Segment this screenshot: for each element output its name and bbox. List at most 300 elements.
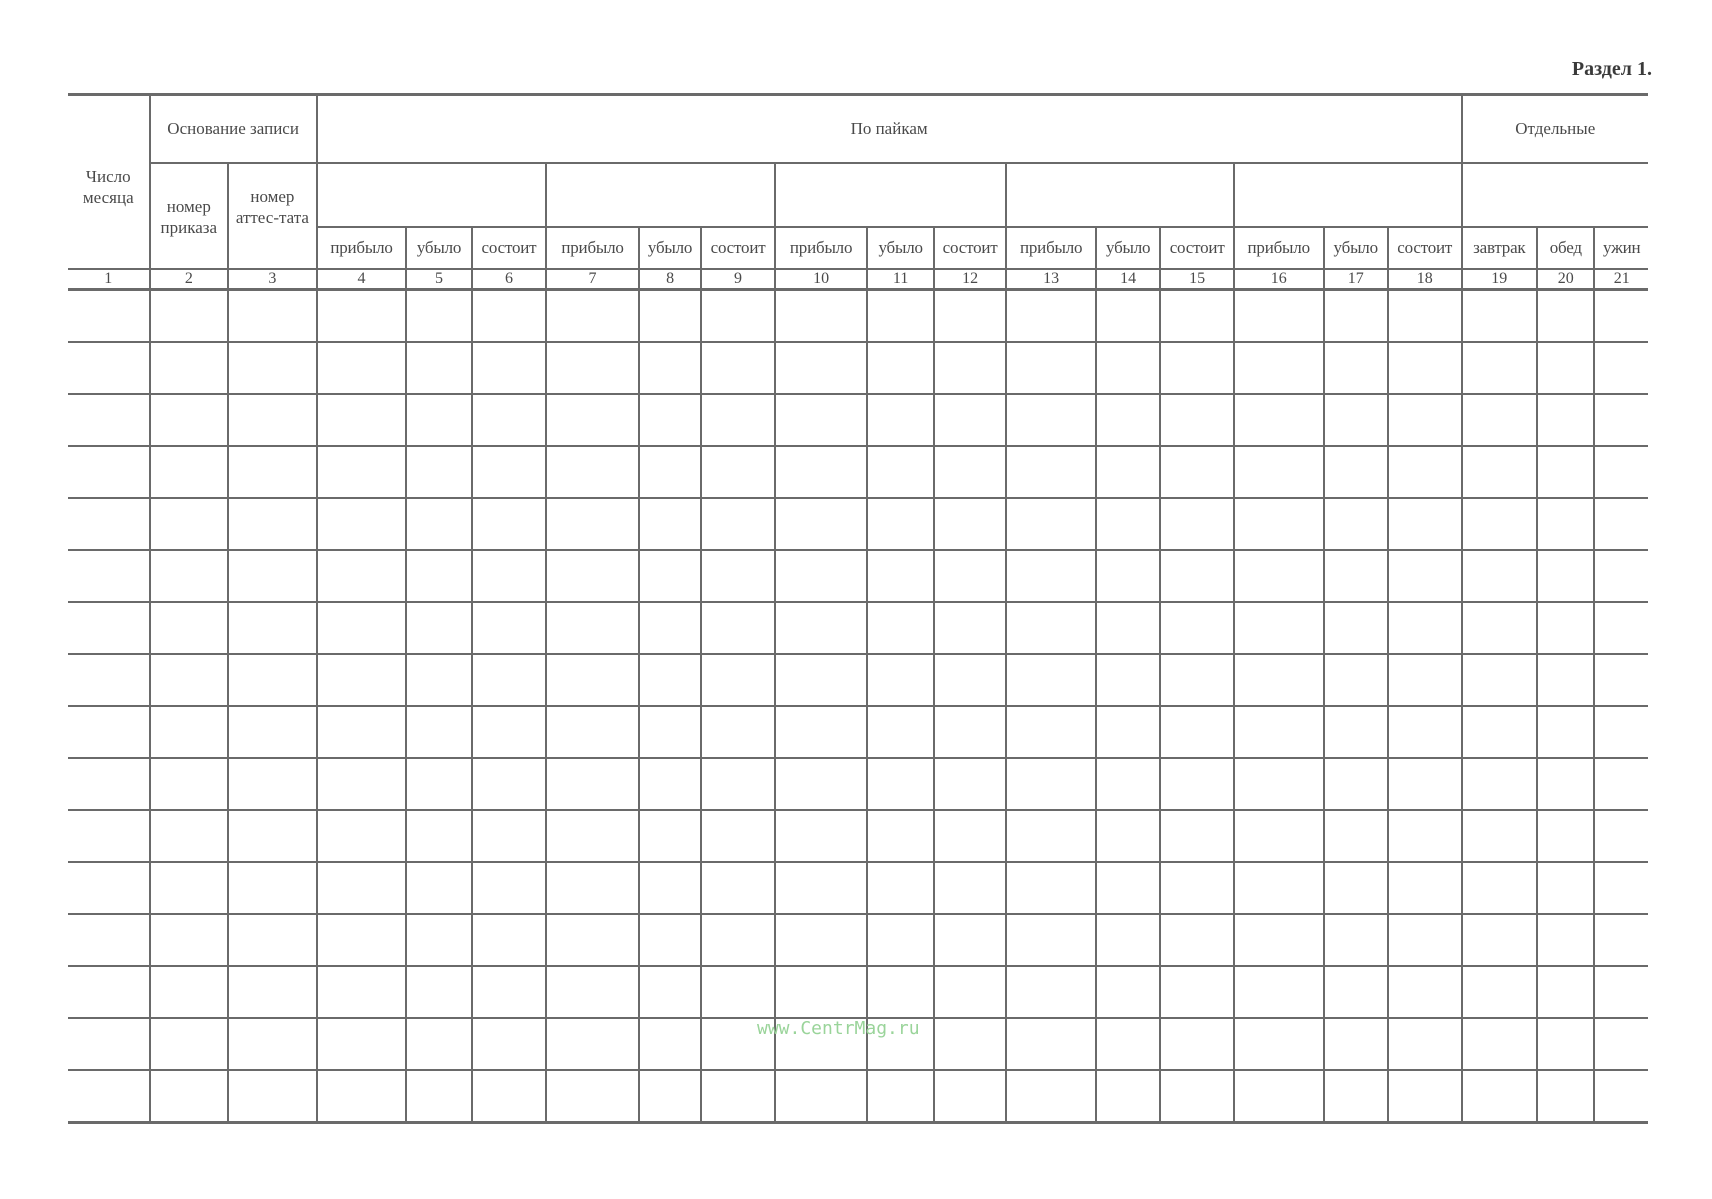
table-cell[interactable] [317,810,407,862]
table-cell[interactable] [1006,394,1096,446]
table-cell[interactable] [1096,1070,1160,1123]
table-cell[interactable] [1096,602,1160,654]
table-cell[interactable] [472,1018,547,1070]
table-cell[interactable] [775,966,868,1018]
table-cell[interactable] [1160,1070,1234,1123]
table-cell[interactable] [1160,289,1234,342]
table-cell[interactable] [1388,810,1462,862]
table-cell[interactable] [1594,706,1648,758]
table-cell[interactable] [1594,498,1648,550]
table-cell[interactable] [546,862,639,914]
table-cell[interactable] [775,602,868,654]
table-cell[interactable] [472,758,547,810]
table-cell[interactable] [1388,550,1462,602]
table-cell[interactable] [228,706,317,758]
table-cell[interactable] [1537,602,1594,654]
table-cell[interactable] [934,498,1006,550]
table-cell[interactable] [472,1070,547,1123]
table-cell[interactable] [1096,758,1160,810]
table-cell[interactable] [1234,810,1324,862]
table-cell[interactable] [1234,966,1324,1018]
table-cell[interactable] [1234,862,1324,914]
table-cell[interactable] [639,862,701,914]
table-cell[interactable] [1160,394,1234,446]
table-cell[interactable] [1324,654,1388,706]
table-cell[interactable] [1234,342,1324,394]
table-cell[interactable] [701,654,775,706]
table-cell[interactable] [775,550,868,602]
table-cell[interactable] [1324,342,1388,394]
table-cell[interactable] [1324,394,1388,446]
table-cell[interactable] [406,498,471,550]
table-cell[interactable] [1462,914,1538,966]
table-cell[interactable] [1006,289,1096,342]
table-cell[interactable] [1324,550,1388,602]
table-cell[interactable] [472,550,547,602]
table-cell[interactable] [639,810,701,862]
table-cell[interactable] [867,289,933,342]
table-cell[interactable] [639,758,701,810]
table-cell[interactable] [1388,602,1462,654]
table-cell[interactable] [1462,498,1538,550]
table-cell[interactable] [867,706,933,758]
table-cell[interactable] [1388,966,1462,1018]
table-cell[interactable] [546,342,639,394]
table-cell[interactable] [639,914,701,966]
table-cell[interactable] [701,289,775,342]
table-cell[interactable] [228,758,317,810]
table-cell[interactable] [1324,914,1388,966]
table-cell[interactable] [406,654,471,706]
table-cell[interactable] [1537,862,1594,914]
table-cell[interactable] [68,289,150,342]
table-cell[interactable] [317,446,407,498]
table-cell[interactable] [1537,550,1594,602]
table-cell[interactable] [68,1070,150,1123]
table-cell[interactable] [934,289,1006,342]
table-cell[interactable] [775,706,868,758]
table-cell[interactable] [1096,1018,1160,1070]
table-cell[interactable] [867,810,933,862]
table-cell[interactable] [1006,758,1096,810]
table-cell[interactable] [1462,602,1538,654]
table-cell[interactable] [1388,862,1462,914]
table-cell[interactable] [406,342,471,394]
table-cell[interactable] [546,914,639,966]
table-cell[interactable] [317,498,407,550]
table-cell[interactable] [1096,810,1160,862]
table-cell[interactable] [1537,758,1594,810]
table-cell[interactable] [1388,914,1462,966]
table-cell[interactable] [1324,498,1388,550]
table-cell[interactable] [228,289,317,342]
table-cell[interactable] [68,914,150,966]
table-cell[interactable] [934,446,1006,498]
table-cell[interactable] [1006,1070,1096,1123]
table-cell[interactable] [1462,966,1538,1018]
table-cell[interactable] [68,394,150,446]
table-cell[interactable] [228,1070,317,1123]
table-cell[interactable] [546,602,639,654]
table-cell[interactable] [701,602,775,654]
table-cell[interactable] [775,342,868,394]
table-cell[interactable] [68,706,150,758]
table-cell[interactable] [546,654,639,706]
table-cell[interactable] [1160,914,1234,966]
table-cell[interactable] [150,1070,229,1123]
table-cell[interactable] [1388,342,1462,394]
table-cell[interactable] [228,810,317,862]
table-cell[interactable] [1388,289,1462,342]
table-cell[interactable] [406,602,471,654]
table-cell[interactable] [775,394,868,446]
table-cell[interactable] [1388,758,1462,810]
table-cell[interactable] [472,289,547,342]
table-cell[interactable] [1234,1018,1324,1070]
table-cell[interactable] [472,602,547,654]
table-cell[interactable] [546,1070,639,1123]
table-cell[interactable] [317,862,407,914]
table-cell[interactable] [1594,1070,1648,1123]
table-cell[interactable] [867,758,933,810]
table-cell[interactable] [317,706,407,758]
table-cell[interactable] [867,654,933,706]
table-cell[interactable] [317,342,407,394]
table-cell[interactable] [150,758,229,810]
table-cell[interactable] [150,289,229,342]
table-cell[interactable] [546,498,639,550]
table-cell[interactable] [228,602,317,654]
table-cell[interactable] [68,342,150,394]
table-cell[interactable] [406,1018,471,1070]
table-cell[interactable] [472,862,547,914]
table-cell[interactable] [150,602,229,654]
table-cell[interactable] [867,602,933,654]
table-cell[interactable] [1096,394,1160,446]
table-cell[interactable] [1324,289,1388,342]
table-cell[interactable] [546,810,639,862]
table-cell[interactable] [701,446,775,498]
table-cell[interactable] [546,394,639,446]
table-cell[interactable] [150,810,229,862]
table-cell[interactable] [1594,862,1648,914]
table-cell[interactable] [1388,1018,1462,1070]
table-cell[interactable] [701,706,775,758]
table-cell[interactable] [639,706,701,758]
table-cell[interactable] [701,550,775,602]
table-cell[interactable] [472,342,547,394]
table-cell[interactable] [934,550,1006,602]
table-cell[interactable] [1594,602,1648,654]
table-cell[interactable] [317,289,407,342]
table-cell[interactable] [867,342,933,394]
table-cell[interactable] [472,706,547,758]
table-cell[interactable] [1537,1018,1594,1070]
table-cell[interactable] [701,498,775,550]
table-cell[interactable] [317,966,407,1018]
table-cell[interactable] [1006,706,1096,758]
table-cell[interactable] [68,810,150,862]
table-cell[interactable] [639,1070,701,1123]
table-cell[interactable] [1594,289,1648,342]
table-cell[interactable] [1234,914,1324,966]
table-cell[interactable] [1537,498,1594,550]
table-cell[interactable] [406,289,471,342]
table-cell[interactable] [1160,758,1234,810]
table-cell[interactable] [1160,498,1234,550]
table-cell[interactable] [934,394,1006,446]
table-cell[interactable] [1234,706,1324,758]
table-cell[interactable] [546,706,639,758]
table-cell[interactable] [472,394,547,446]
table-cell[interactable] [406,862,471,914]
table-cell[interactable] [1462,758,1538,810]
table-cell[interactable] [934,810,1006,862]
table-cell[interactable] [701,914,775,966]
table-cell[interactable] [406,810,471,862]
table-cell[interactable] [546,289,639,342]
table-cell[interactable] [406,1070,471,1123]
table-cell[interactable] [639,446,701,498]
table-cell[interactable] [1160,654,1234,706]
table-cell[interactable] [775,862,868,914]
table-cell[interactable] [639,498,701,550]
table-cell[interactable] [1537,706,1594,758]
table-cell[interactable] [317,1070,407,1123]
table-cell[interactable] [472,498,547,550]
table-cell[interactable] [1462,1070,1538,1123]
table-cell[interactable] [1388,498,1462,550]
table-cell[interactable] [1537,654,1594,706]
table-cell[interactable] [1537,342,1594,394]
table-cell[interactable] [867,498,933,550]
table-cell[interactable] [701,342,775,394]
table-cell[interactable] [472,966,547,1018]
table-cell[interactable] [228,914,317,966]
table-cell[interactable] [1324,966,1388,1018]
table-cell[interactable] [1462,446,1538,498]
table-cell[interactable] [150,1018,229,1070]
table-cell[interactable] [1160,706,1234,758]
table-cell[interactable] [317,394,407,446]
table-cell[interactable] [1462,810,1538,862]
table-cell[interactable] [406,550,471,602]
table-cell[interactable] [1388,394,1462,446]
table-cell[interactable] [68,602,150,654]
table-cell[interactable] [639,289,701,342]
table-cell[interactable] [228,446,317,498]
table-cell[interactable] [150,446,229,498]
table-cell[interactable] [639,342,701,394]
table-cell[interactable] [150,498,229,550]
table-cell[interactable] [1234,1070,1324,1123]
table-cell[interactable] [934,1018,1006,1070]
table-cell[interactable] [1006,810,1096,862]
table-cell[interactable] [228,1018,317,1070]
table-cell[interactable] [150,654,229,706]
table-cell[interactable] [406,394,471,446]
table-cell[interactable] [1462,706,1538,758]
table-cell[interactable] [68,1018,150,1070]
table-cell[interactable] [1160,1018,1234,1070]
table-cell[interactable] [934,914,1006,966]
table-cell[interactable] [1006,862,1096,914]
table-cell[interactable] [1096,342,1160,394]
table-cell[interactable] [867,394,933,446]
table-cell[interactable] [867,446,933,498]
table-cell[interactable] [1324,758,1388,810]
table-cell[interactable] [775,289,868,342]
table-cell[interactable] [1006,342,1096,394]
table-cell[interactable] [317,654,407,706]
table-cell[interactable] [1324,706,1388,758]
table-cell[interactable] [1096,550,1160,602]
table-cell[interactable] [775,810,868,862]
table-cell[interactable] [701,394,775,446]
table-cell[interactable] [1462,394,1538,446]
table-cell[interactable] [1234,758,1324,810]
table-cell[interactable] [1096,654,1160,706]
table-cell[interactable] [1006,914,1096,966]
table-cell[interactable] [1234,602,1324,654]
table-cell[interactable] [1462,862,1538,914]
table-cell[interactable] [867,1070,933,1123]
table-cell[interactable] [1594,810,1648,862]
table-cell[interactable] [1234,498,1324,550]
table-cell[interactable] [68,862,150,914]
table-cell[interactable] [1462,550,1538,602]
table-cell[interactable] [317,602,407,654]
table-cell[interactable] [1234,654,1324,706]
table-cell[interactable] [317,914,407,966]
table-cell[interactable] [1462,342,1538,394]
table-cell[interactable] [1160,602,1234,654]
table-cell[interactable] [934,706,1006,758]
table-cell[interactable] [934,966,1006,1018]
table-cell[interactable] [934,342,1006,394]
table-cell[interactable] [1324,446,1388,498]
table-cell[interactable] [317,1018,407,1070]
table-cell[interactable] [1462,289,1538,342]
table-cell[interactable] [775,446,868,498]
table-cell[interactable] [1096,914,1160,966]
table-cell[interactable] [150,966,229,1018]
table-cell[interactable] [1537,914,1594,966]
table-cell[interactable] [701,758,775,810]
table-cell[interactable] [150,342,229,394]
table-cell[interactable] [934,758,1006,810]
table-cell[interactable] [68,966,150,1018]
table-cell[interactable] [701,862,775,914]
table-cell[interactable] [1234,446,1324,498]
table-cell[interactable] [406,914,471,966]
table-cell[interactable] [701,810,775,862]
table-cell[interactable] [1594,654,1648,706]
table-cell[interactable] [1594,1018,1648,1070]
table-cell[interactable] [1006,550,1096,602]
table-cell[interactable] [1160,862,1234,914]
table-cell[interactable] [934,654,1006,706]
table-cell[interactable] [867,862,933,914]
table-cell[interactable] [228,862,317,914]
table-cell[interactable] [472,654,547,706]
table-cell[interactable] [1594,394,1648,446]
table-cell[interactable] [228,966,317,1018]
table-cell[interactable] [639,550,701,602]
table-cell[interactable] [1006,498,1096,550]
table-cell[interactable] [1324,862,1388,914]
table-cell[interactable] [1160,966,1234,1018]
table-cell[interactable] [1537,810,1594,862]
table-cell[interactable] [317,550,407,602]
table-cell[interactable] [701,1070,775,1123]
table-cell[interactable] [546,550,639,602]
table-cell[interactable] [934,862,1006,914]
table-cell[interactable] [1594,914,1648,966]
table-cell[interactable] [406,966,471,1018]
table-cell[interactable] [1006,446,1096,498]
table-cell[interactable] [68,654,150,706]
table-cell[interactable] [472,446,547,498]
table-cell[interactable] [639,654,701,706]
table-cell[interactable] [68,446,150,498]
table-cell[interactable] [150,394,229,446]
table-cell[interactable] [472,914,547,966]
table-cell[interactable] [1006,966,1096,1018]
table-cell[interactable] [1096,446,1160,498]
table-cell[interactable] [1160,446,1234,498]
table-cell[interactable] [1324,1070,1388,1123]
table-cell[interactable] [68,498,150,550]
table-cell[interactable] [1006,654,1096,706]
table-cell[interactable] [775,654,868,706]
table-cell[interactable] [1594,550,1648,602]
table-cell[interactable] [1096,289,1160,342]
table-cell[interactable] [150,862,229,914]
table-cell[interactable] [867,966,933,1018]
table-cell[interactable] [1234,550,1324,602]
table-cell[interactable] [1324,1018,1388,1070]
table-cell[interactable] [1096,862,1160,914]
table-cell[interactable] [1537,1070,1594,1123]
table-cell[interactable] [546,966,639,1018]
table-cell[interactable] [1537,966,1594,1018]
table-cell[interactable] [639,602,701,654]
table-cell[interactable] [1324,810,1388,862]
table-cell[interactable] [1160,342,1234,394]
table-cell[interactable] [1594,342,1648,394]
table-cell[interactable] [1096,706,1160,758]
table-cell[interactable] [68,758,150,810]
table-cell[interactable] [1462,654,1538,706]
table-cell[interactable] [1537,394,1594,446]
table-cell[interactable] [775,914,868,966]
table-cell[interactable] [1388,446,1462,498]
table-cell[interactable] [150,550,229,602]
table-cell[interactable] [150,706,229,758]
table-cell[interactable] [228,342,317,394]
table-cell[interactable] [472,810,547,862]
table-cell[interactable] [406,706,471,758]
table-cell[interactable] [639,966,701,1018]
table-cell[interactable] [1388,706,1462,758]
table-cell[interactable] [775,758,868,810]
table-cell[interactable] [406,758,471,810]
table-cell[interactable] [934,602,1006,654]
table-cell[interactable] [228,654,317,706]
table-cell[interactable] [775,498,868,550]
table-cell[interactable] [228,394,317,446]
